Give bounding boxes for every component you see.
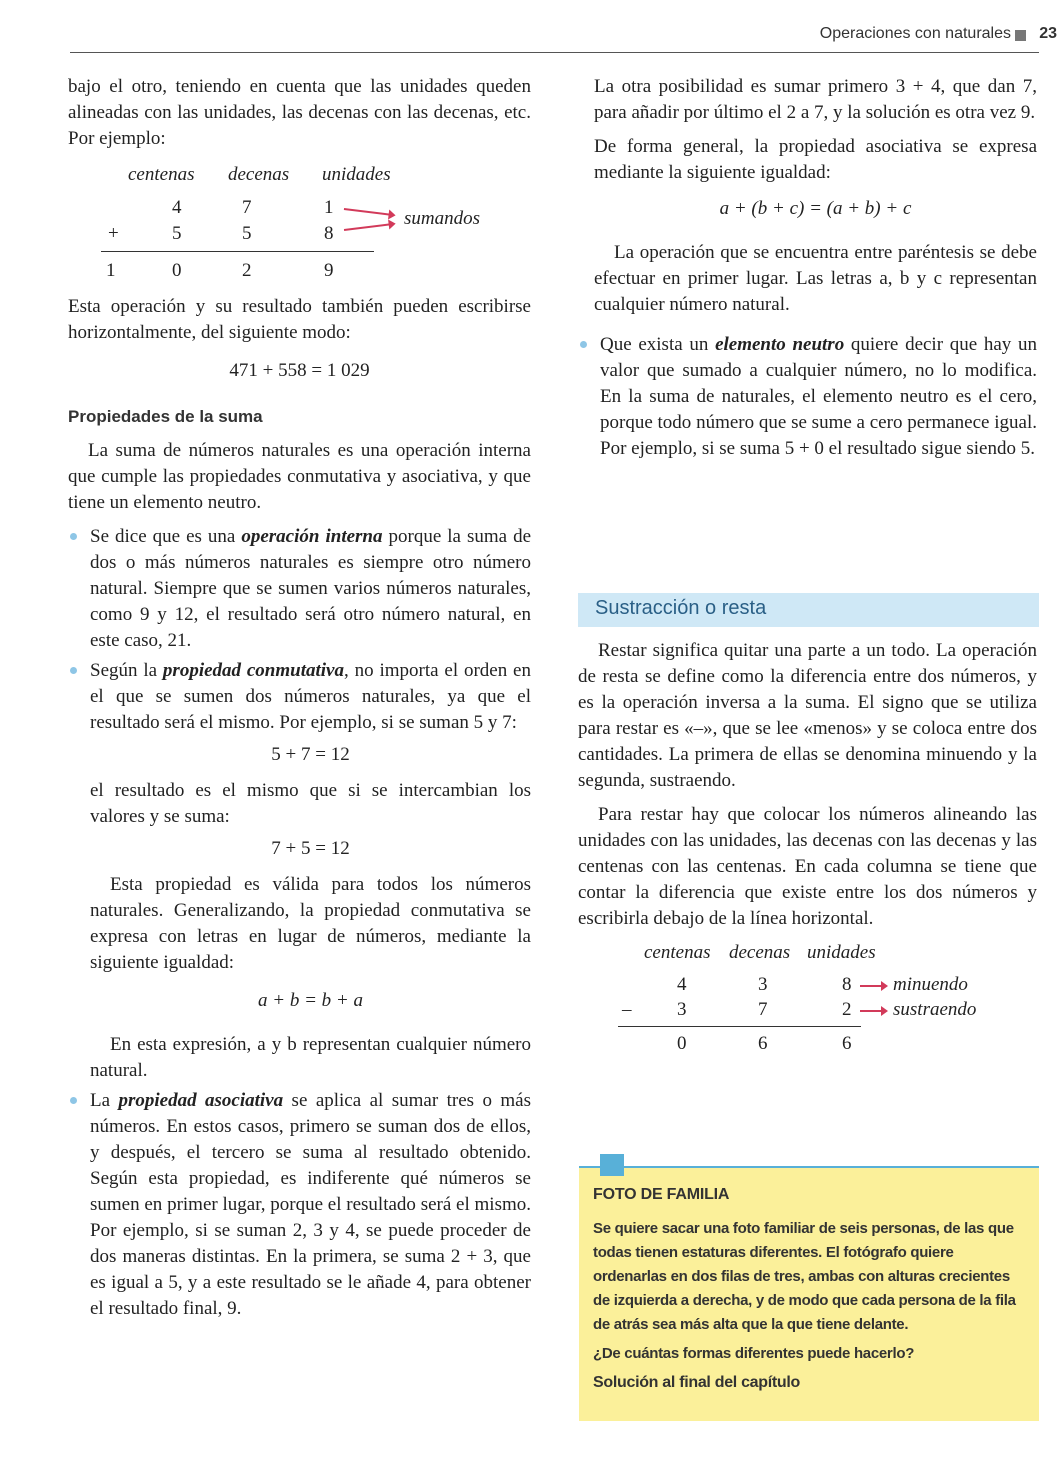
header-centenas: centenas <box>644 942 711 963</box>
bullet-icon <box>70 1097 77 1104</box>
resta-definition: Restar significa quitar una parte a un todo. La operación de resta se define como la diferencia entre dos números, y es la operación inversa a la suma. El signo que se utiliza para restar es «–», que se lee «menos» y se coloca entre dos cantidades. La primera de ellas se denomina minuendo y la segunda, sustraendo. <box>578 640 1037 791</box>
puzzle-box-foto-de-familia <box>579 1166 1039 1421</box>
resta-procedure: Para restar hay que colocar los números alineando las unidades con las unidades, las decenas con las decenas y las centenas con las centenas. En cada columna se tiene que contar la diferencia que existe entre los dos números y escribirla debajo de la línea horizontal. <box>578 804 1037 929</box>
row2-decenas: 7 <box>758 999 768 1020</box>
row2-unidades: 8 <box>324 223 334 244</box>
left-column <box>68 74 531 1326</box>
conmutativa-explanation: En esta expresión, a y b representan cualquier número natural. <box>90 1034 531 1081</box>
bullet-icon <box>70 533 77 540</box>
header-unidades: unidades <box>807 942 876 963</box>
arrow-icon <box>344 208 394 216</box>
puzzle-body <box>593 1217 1027 1400</box>
row1-decenas: 3 <box>758 974 768 995</box>
puzzle-question: ¿De cuántas formas diferentes puede hacerlo? <box>593 1345 915 1362</box>
sum-line <box>101 251 374 252</box>
right-column-top <box>578 74 1037 466</box>
header-centenas: centenas <box>128 164 195 185</box>
row1-centenas: 4 <box>677 974 687 995</box>
box-tab-marker <box>600 1154 624 1176</box>
term-propiedad-asociativa: propiedad asociativa <box>118 1090 284 1111</box>
right-column-bottom <box>578 638 1037 1060</box>
header-decenas: decenas <box>228 164 290 185</box>
bullet-elemento-neutro: Que exista un elemento neutro quiere decir que hay un valor que sumado a cualquier número, no lo modifica. En la suma de naturales, el elemento neutro es el cero, porque todo número que se sume a cero permanece igual. Por ejemplo, si se suma 5 + 0 el resultado sigue siendo 5. <box>578 332 1037 462</box>
result-centenas: 0 <box>172 260 182 281</box>
header-unidades: unidades <box>322 164 391 185</box>
conmutativa-middle: el resultado es el mismo que si se intercambian los valores y se suma: <box>90 780 531 827</box>
conmutativa-general: Esta propiedad es válida para todos los números naturales. Generalizando, la propiedad conmutativa se expresa con letras en lugar de números, mediante la siguiente igualdad: <box>90 874 531 973</box>
term-propiedad-conmutativa: propiedad conmutativa <box>162 660 344 681</box>
intro-paragraph: bajo el otro, teniendo en cuenta que las unidades queden alineadas con las unidades, las decenas con las decenas, etc. Por ejemplo: <box>68 76 531 149</box>
plus-sign: + <box>108 223 119 244</box>
bullet-icon <box>70 667 77 674</box>
bullet-propiedad-conmutativa: Según la propiedad conmutativa, no importa el orden en el que se sumen dos números naturales, ya que el resultado será el mismo. Por ejemplo, si se suman 5 y 7: 5 + 7 = 12 el resultado es el mismo que si se intercambian los valores y se suma: 7 + 5 = 12 Esta propiedad es válida para todos los números naturales. Generalizando, la propiedad conmutativa se expresa con letras en lugar de números, mediante la siguiente igualdad: a + b = b + a En esta expresión, a y b representan cualquier número natural. <box>68 658 531 1084</box>
row1-unidades: 8 <box>842 974 852 995</box>
arrow-icon <box>344 223 394 231</box>
row2-decenas: 5 <box>242 223 252 244</box>
asociativa-continuation: La otra posibilidad es sumar primero 3 + 4, que dan 7, para añadir por último el 2 a 7, y la solución es otra vez 9. <box>594 76 1037 123</box>
section-bar-sustraccion <box>578 593 1039 627</box>
equation-asociativa: a + (b + c) = (a + b) + c <box>719 198 912 219</box>
propiedades-intro: La suma de números naturales es una operación interna que cumple las propiedades conmutativa y asociativa, y que tiene un elemento neutro. <box>68 440 531 513</box>
term-operacion-interna: operación interna <box>241 526 383 547</box>
row2-centenas: 3 <box>677 999 687 1020</box>
horizontal-equation: 471 + 558 = 1 029 <box>229 360 370 381</box>
equation-5-plus-7: 5 + 7 = 12 <box>271 744 350 765</box>
result-decenas: 2 <box>242 260 252 281</box>
parentesis-paragraph: La operación que se encuentra entre paréntesis se debe efectuar en primer lugar. Las letras a, b y c representan cualquier número natural. <box>594 242 1037 315</box>
equation-conmutativa: a + b = b + a <box>258 990 363 1011</box>
minuendo-label: minuendo <box>893 974 968 995</box>
term-elemento-neutro: elemento neutro <box>715 334 845 355</box>
arrow-icon <box>860 1010 886 1012</box>
result-centenas: 0 <box>677 1033 687 1054</box>
header-decenas: decenas <box>729 942 791 963</box>
sumandos-label: sumandos <box>404 208 481 229</box>
header-square-icon <box>1015 30 1026 41</box>
puzzle-title: FOTO DE FAMILIA <box>593 1186 730 1203</box>
addition-table <box>68 160 531 284</box>
section-heading-sustraccion: Sustracción o resta <box>595 597 767 619</box>
bullet-operacion-interna: Se dice que es una operación interna porque la suma de dos o más números naturales es siempre otro número natural. Siempre que se sumen varios números naturales, como 9 y 12, el resultado será otro número natural, en este caso, 21. <box>68 524 531 654</box>
box-top-rule <box>579 1166 1039 1168</box>
subtraction-line <box>618 1026 861 1027</box>
row2-unidades: 2 <box>842 999 852 1020</box>
section-heading-propiedades: Propiedades de la suma <box>68 407 263 426</box>
bullet-icon <box>580 341 587 348</box>
running-title: Operaciones con naturales <box>819 25 1011 42</box>
asociativa-general: De forma general, la propiedad asociativa se expresa mediante la siguiente igualdad: <box>594 136 1037 183</box>
row1-decenas: 7 <box>242 197 252 218</box>
puzzle-statement: Se quiere sacar una foto familiar de seis personas, de las que todas tienen estaturas diferentes. El fotógrafo quiere ordenarlas en dos filas de tres, ambas con alturas crecientes de izquierda a derecha, y de modo que cada persona de la fila de atrás sea más alta que la que tiene delante. <box>593 1220 1016 1333</box>
page-header <box>70 22 1057 53</box>
row2-centenas: 5 <box>172 223 182 244</box>
subtraction-table <box>578 940 1037 1060</box>
result-unidades: 9 <box>324 260 334 281</box>
minus-sign: – <box>622 999 632 1020</box>
page-number: 23 <box>1039 25 1057 42</box>
result-decenas: 6 <box>758 1033 768 1054</box>
sustraendo-label: sustraendo <box>893 999 977 1020</box>
row1-centenas: 4 <box>172 197 182 218</box>
arrow-icon <box>860 985 886 987</box>
horizontal-paragraph: Esta operación y su resultado también pueden escribirse horizontalmente, del siguiente modo: <box>68 296 531 343</box>
row1-unidades: 1 <box>324 197 334 218</box>
puzzle-solution-note: Solución al final del capítulo <box>593 1374 801 1391</box>
equation-7-plus-5: 7 + 5 = 12 <box>271 838 350 859</box>
result-unidades: 6 <box>842 1033 852 1054</box>
bullet-propiedad-asociativa: La propiedad asociativa se aplica al sumar tres o más números. En estos casos, primero se suman dos de ellos, y después, el tercero se suma al resultado obtenido. Según esta propiedad, es indiferente qué números se sumen en primer lugar, porque el resultado será el mismo. Por ejemplo, si se suman 2, 3 y 4, se puede proceder de dos maneras distintas. En la primera, se suma 2 + 3, que es igual a 5, y a este resultado se le añade 4, para obtener el resultado final, 9. <box>68 1088 531 1322</box>
result-millares: 1 <box>106 260 116 281</box>
